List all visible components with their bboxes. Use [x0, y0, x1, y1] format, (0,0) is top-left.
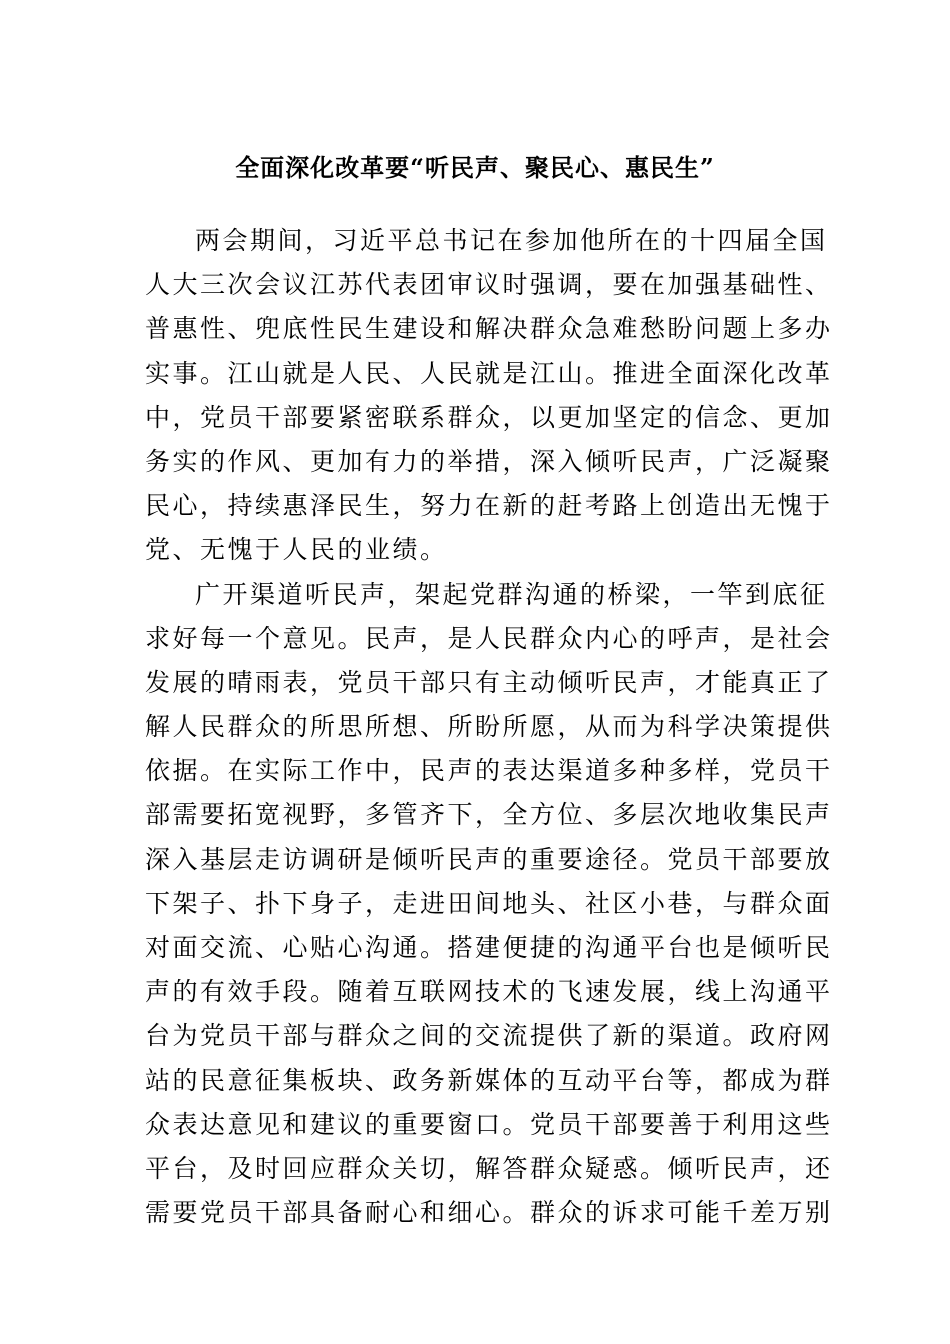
paragraph-2-line: 需要党员干部具备耐心和细心。群众的诉求可能千差万别: [145, 1198, 833, 1228]
paragraph-1-line: 普惠性、兜底性民生建设和解决群众急难愁盼问题上多办: [145, 314, 833, 344]
paragraph-1-line: 党、无愧于人民的业绩。: [145, 535, 448, 565]
paragraph-2-line: 依据。在实际工作中，民声的表达渠道多种多样，党员干: [145, 756, 833, 786]
paragraph-2-line: 下架子、扑下身子，走进田间地头、社区小巷，与群众面: [145, 888, 833, 918]
paragraph-1-line: 实事。江山就是人民、人民就是江山。推进全面深化改革: [145, 358, 833, 388]
paragraph-2-line: 深入基层走访调研是倾听民声的重要途径。党员干部要放: [145, 844, 833, 874]
paragraph-2-line: 解人民群众的所思所想、所盼所愿，从而为科学决策提供: [145, 712, 833, 742]
paragraph-2-line: 求好每一个意见。民声，是人民群众内心的呼声，是社会: [145, 623, 833, 653]
document-body: [145, 219, 833, 1235]
paragraph-1-line: 民心，持续惠泽民生，努力在新的赶考路上创造出无愧于: [145, 491, 833, 521]
paragraph-1-line: 人大三次会议江苏代表团审议时强调，要在加强基础性、: [145, 270, 833, 300]
paragraph-2-line: 对面交流、心贴心沟通。搭建便捷的沟通平台也是倾听民: [145, 933, 833, 962]
paragraph-2-line: 台为党员干部与群众之间的交流提供了新的渠道。政府网: [145, 1021, 833, 1051]
paragraph-1-line: 务实的作风、更加有力的举措，深入倾听民声，广泛凝聚: [145, 446, 833, 476]
paragraph-2-line: 发展的晴雨表，党员干部只有主动倾听民声，才能真正了: [145, 667, 833, 697]
paragraph-2-line: 众表达意见和建议的重要窗口。党员干部要善于利用这些: [145, 1109, 833, 1139]
paragraph-2-line: 部需要拓宽视野，多管齐下，全方位、多层次地收集民声: [145, 800, 833, 830]
paragraph-2-line: 声的有效手段。随着互联网技术的飞速发展，线上沟通平: [145, 977, 833, 1007]
document-title: 全面深化改革要“听民声、聚民心、惠民生”: [235, 153, 715, 182]
paragraph-2-line: 站的民意征集板块、政务新媒体的互动平台等，都成为群: [145, 1065, 833, 1095]
paragraph-1-line: 两会期间，习近平总书记在参加他所在的十四届全国: [195, 226, 828, 255]
paragraph-2-line: 广开渠道听民声，架起党群沟通的桥梁，一竿到底征: [195, 579, 828, 609]
paragraph-2-line: 平台，及时回应群众关切，解答群众疑惑。倾听民声，还: [145, 1153, 833, 1183]
paragraph-1-line: 中，党员干部要紧密联系群众，以更加坚定的信念、更加: [145, 402, 833, 432]
